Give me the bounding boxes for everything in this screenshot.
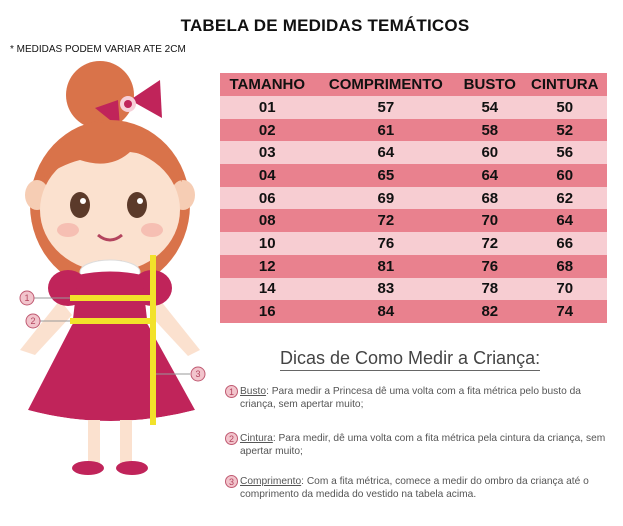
cell-cintura: 60 — [556, 166, 574, 184]
cell-cintura: 70 — [556, 280, 574, 298]
cell-cintura: 50 — [556, 98, 574, 116]
cell-tamanho: 12 — [258, 257, 276, 275]
cell-busto: 60 — [481, 144, 499, 162]
cell-comprimento: 72 — [377, 212, 395, 230]
tip-keyword: Comprimento — [240, 476, 302, 487]
table-row — [220, 96, 607, 119]
cell-tamanho: 16 — [258, 303, 276, 321]
cell-cintura: 74 — [556, 303, 574, 321]
tip-number: 2 — [225, 432, 238, 445]
tip-text: : Para medir a Princesa dê uma volta com a fita métrica pelo busto da criança, sem apertar muito; — [240, 386, 581, 410]
page-title: TABELA DE MEDIDAS TEMÁTICOS — [180, 16, 470, 35]
cell-busto: 82 — [481, 303, 499, 321]
cell-cintura: 66 — [556, 234, 574, 252]
cell-tamanho: 08 — [258, 212, 276, 230]
cell-tamanho: 10 — [258, 234, 276, 252]
cell-busto: 78 — [481, 280, 499, 298]
table-row — [220, 278, 607, 301]
girl-illustration — [0, 60, 215, 526]
tip-comprimento — [225, 475, 610, 501]
tip-busto — [225, 385, 610, 411]
cell-busto: 58 — [481, 121, 499, 139]
header-comprimento: COMPRIMENTO — [328, 76, 443, 93]
cell-tamanho: 01 — [258, 98, 276, 116]
table-row — [220, 164, 607, 187]
cell-busto: 72 — [481, 234, 499, 252]
cell-cintura: 52 — [556, 121, 574, 139]
marker-2: 2 — [30, 316, 36, 326]
cell-busto: 54 — [481, 98, 499, 116]
cell-tamanho: 04 — [258, 166, 276, 184]
table-header-row — [220, 73, 607, 96]
table-row — [220, 300, 607, 323]
table-row — [220, 209, 607, 232]
cell-tamanho: 06 — [258, 189, 276, 207]
measurement-note: * MEDIDAS PODEM VARIAR ATE 2CM — [10, 44, 186, 55]
tip-number: 3 — [225, 475, 238, 488]
marker-1: 1 — [24, 293, 30, 303]
cell-comprimento: 84 — [377, 303, 395, 321]
cell-comprimento: 61 — [377, 121, 395, 139]
header-busto: BUSTO — [463, 76, 516, 93]
cell-tamanho: 14 — [258, 280, 276, 298]
cell-comprimento: 76 — [377, 234, 395, 252]
table-row — [220, 255, 607, 278]
table-row — [220, 141, 607, 164]
cell-comprimento: 57 — [377, 98, 395, 116]
size-table — [220, 73, 607, 323]
cell-busto: 68 — [481, 189, 499, 207]
tip-text: : Com a fita métrica, comece a medir do ombro da criança até o comprimento da medida do vestido na tabela acima. — [240, 476, 589, 500]
tip-number: 1 — [225, 385, 238, 398]
table-row — [220, 232, 607, 255]
cell-comprimento: 81 — [377, 257, 395, 275]
cell-tamanho: 03 — [258, 144, 276, 162]
tips-title: Dicas de Como Medir a Criança: — [280, 348, 540, 371]
cell-tamanho: 02 — [258, 121, 276, 139]
header-tamanho: TAMANHO — [229, 76, 306, 93]
tip-text: : Para medir, dê uma volta com a fita métrica pela cintura da criança, sem apertar muito; — [240, 433, 606, 457]
table-row — [220, 119, 607, 142]
marker-3: 3 — [195, 369, 201, 379]
cell-cintura: 68 — [556, 257, 574, 275]
cell-comprimento: 64 — [377, 144, 395, 162]
cell-cintura: 56 — [556, 144, 574, 162]
cell-comprimento: 65 — [377, 166, 395, 184]
header-cintura: CINTURA — [530, 76, 599, 93]
cell-comprimento: 83 — [377, 280, 395, 298]
table-row — [220, 187, 607, 210]
tip-keyword: Cintura — [240, 433, 273, 444]
cell-busto: 70 — [481, 212, 499, 230]
tip-keyword: Busto — [240, 386, 267, 397]
cell-cintura: 62 — [556, 189, 574, 207]
cell-cintura: 64 — [556, 212, 574, 230]
tip-cintura — [225, 432, 610, 458]
cell-comprimento: 69 — [377, 189, 395, 207]
cell-busto: 76 — [481, 257, 499, 275]
cell-busto: 64 — [481, 166, 499, 184]
